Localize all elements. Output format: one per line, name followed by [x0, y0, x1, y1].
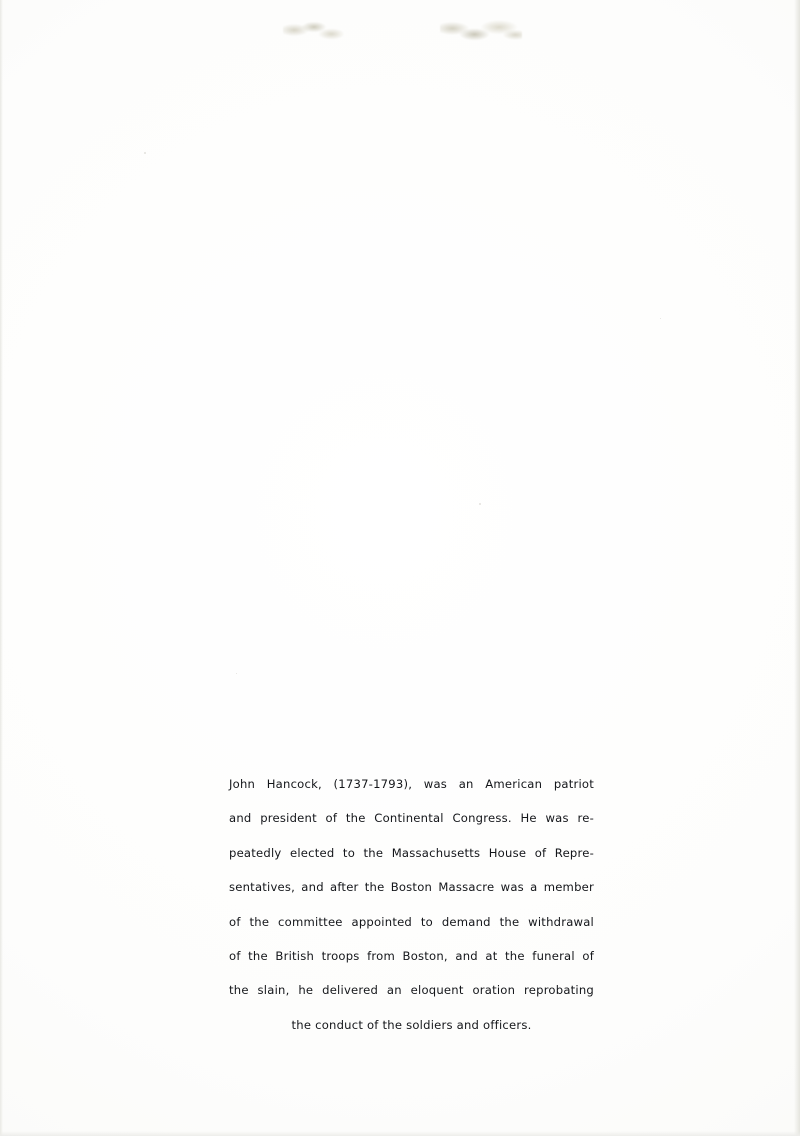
- caption-line: and president of the Continental Congress. He was re-: [229, 811, 594, 826]
- caption-paragraph: [229, 776, 594, 1034]
- caption-line: of the British troops from Boston, and at the funeral of: [229, 949, 594, 964]
- caption-line: peatedly elected to the Massachusetts House of Repre-: [229, 845, 594, 860]
- scan-speck: [479, 503, 481, 505]
- scan-speck: [144, 152, 146, 154]
- caption-line: the conduct of the soldiers and officers.: [291, 1017, 532, 1032]
- caption-line: the slain, he delivered an eloquent oration reprobating: [229, 983, 594, 998]
- caption-line: John Hancock, (1737-1793), was an American patriot: [229, 777, 594, 791]
- scan-smudge-left: [283, 22, 345, 42]
- scan-speck: [236, 673, 237, 674]
- page-edge-left: [0, 0, 3, 1136]
- caption-line: sentatives, and after the Boston Massacre was a member: [229, 880, 594, 895]
- page-edge-right: [794, 0, 800, 1136]
- page-edge-bottom: [0, 1131, 800, 1136]
- scan-smudge-right: [440, 20, 522, 44]
- scan-speck: [660, 318, 661, 319]
- caption-line: of the committee appointed to demand the withdrawal: [229, 914, 594, 929]
